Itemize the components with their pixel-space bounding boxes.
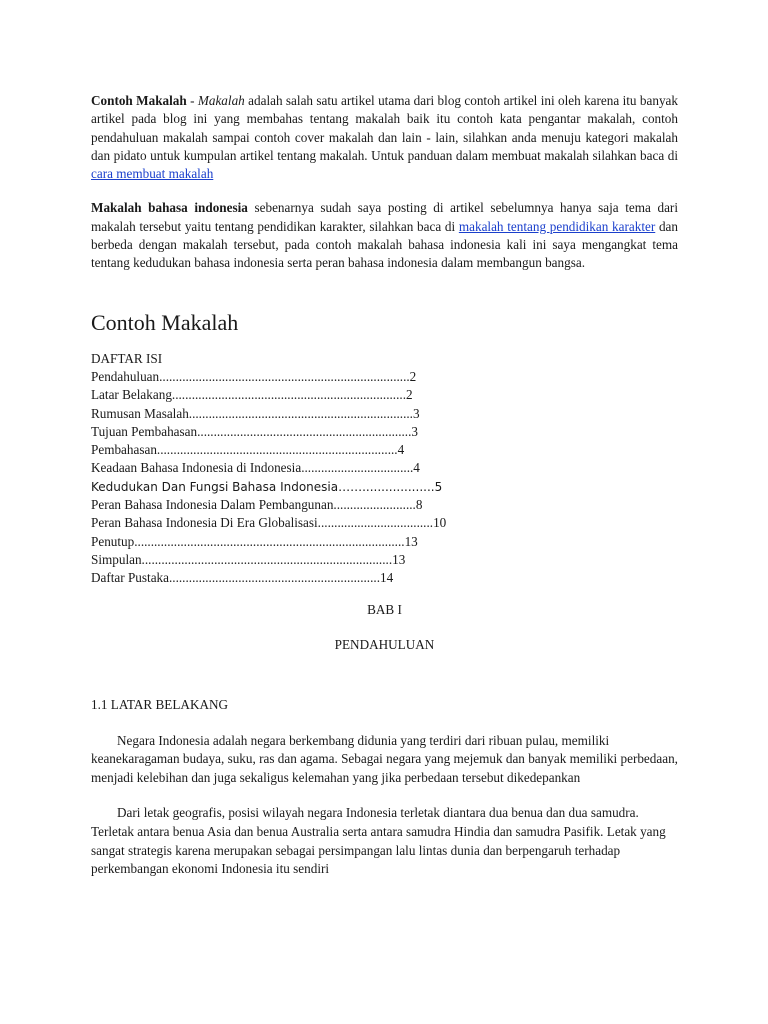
toc-row: Tujuan Pembahasan.................................................................3	[91, 423, 418, 439]
intro-2-lead-bold: Makalah bahasa indonesia	[91, 200, 248, 216]
intro-lead-bold: Contoh Makalah	[91, 93, 187, 108]
toc-row: Rumusan Masalah....................................................................3	[91, 405, 420, 421]
toc-row: Latar Belakang.......................................................................2	[91, 387, 413, 403]
intro-2-text-1: sebenarnya sudah saya posting di artikel sebelumnya hanya saja tema dari makalah tersebut yaitu tentang pendidikan karakter, silahkan baca di	[91, 200, 678, 234]
toc-row: Simpulan............................................................................13	[91, 551, 406, 567]
intro-paragraph-1	[91, 92, 678, 183]
intro-2-text-2: dan berbeda dengan makalah tersebut, pada contoh makalah bahasa indonesia kali ini saya mengangkat tema tentang kedudukan bahasa indonesia serta peran bahasa indonesia dalam membangun bangsa.	[91, 218, 678, 271]
toc-row: Penutup..................................................................................13	[91, 533, 418, 549]
section-title: 1.1 LATAR BELAKANG	[91, 696, 229, 712]
intro-lead-italic: Makalah	[197, 93, 245, 108]
toc-row: Keadaan Bahasa Indonesia di Indonesia..................................4	[91, 460, 420, 476]
toc-row: Pembahasan.........................................................................4	[91, 442, 405, 458]
makalah-pendidikan-karakter-link[interactable]: makalah tentang pendidikan karakter	[458, 218, 656, 234]
cara-membuat-makalah-link[interactable]: cara membuat makalah	[91, 166, 214, 182]
toc-row: Peran Bahasa Indonesia Dalam Pembangunan.........................8	[91, 497, 423, 513]
toc-row: Peran Bahasa Indonesia Di Era Globalisasi...................................10	[91, 515, 447, 531]
table-of-contents	[91, 350, 678, 588]
chapter-title: PENDAHULUAN	[334, 636, 435, 652]
page-heading: Contoh Makalah	[91, 309, 239, 335]
toc-row: Pendahuluan............................................................................2	[91, 368, 417, 384]
toc-row: Kedudukan Dan Fungsi Bahasa Indonesia……...................5	[91, 479, 443, 494]
document-page	[91, 92, 678, 879]
toc-title: DAFTAR ISI	[91, 350, 163, 366]
body-paragraph-2: Dari letak geografis, posisi wilayah negara Indonesia terletak diantara dua benua dan dua samudra. Terletak antara benua Asia dan benua Australia serta antara samudra Hindia dan samudra Pasifik. Letak yang sangat strategis karena merupakan sebagai persimpangan lalu lintas dunia dan berpengaruh terhadap perkembangan ekonomi Indonesia itu sendiri	[91, 805, 666, 877]
toc-row: Daftar Pustaka................................................................14	[91, 570, 394, 586]
intro-paragraph-2	[91, 199, 678, 272]
chapter-label: BAB I	[367, 601, 402, 617]
intro-separator: -	[186, 93, 198, 108]
intro-text-1: adalah salah satu artikel utama dari blog contoh artikel ini oleh karena itu banyak artikel pada blog ini yang membahas tentang makalah baik itu contoh kata pengantar makalah, contoh pendahuluan makalah sampai contoh cover makalah dan lain - lain, silahkan anda menuju kategori makalah dan pidato untuk kumpulan artikel tentang makalah. Untuk panduan dalam membuat makalah silahkan baca di	[91, 93, 678, 163]
body-paragraph-1: Negara Indonesia adalah negara berkembang didunia yang terdiri dari ribuan pulau, memiliki keanekaragaman budaya, suku, ras dan agama. Sebagai negara yang mejemuk dan banyak memiliki perbedaan, menjadi kelebihan dan juga sekaligus kelemahan yang jika perbedaan tersebut dikedepankan	[91, 732, 678, 785]
